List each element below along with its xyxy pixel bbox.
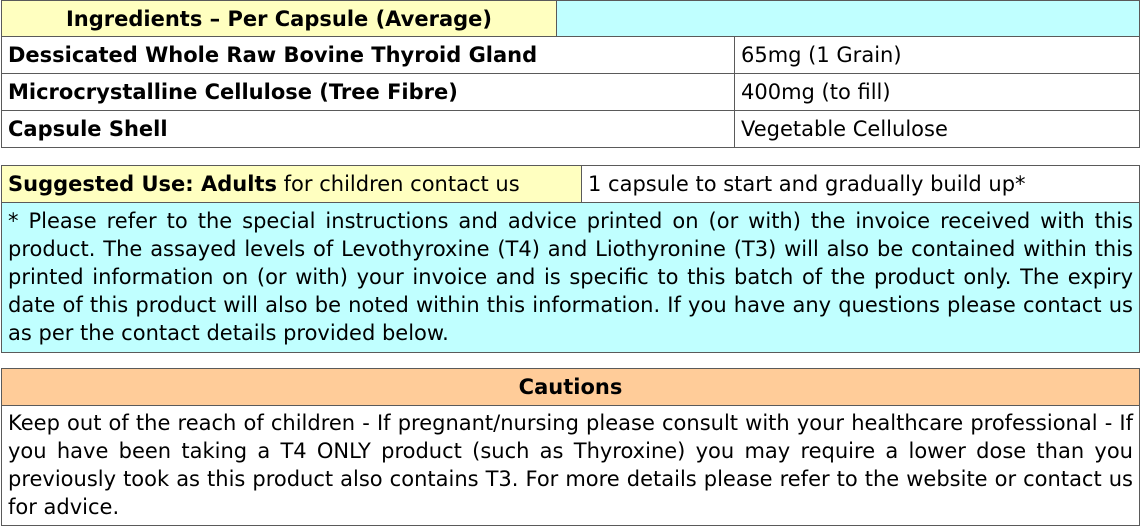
ingredient-amount: Vegetable Cellulose	[735, 111, 1140, 148]
ingredient-name: Capsule Shell	[2, 111, 735, 148]
ingredient-name: Microcrystalline Cellulose (Tree Fibre)	[2, 74, 735, 111]
cautions-body: Keep out of the reach of children - If pregnant/nursing please consult with your healthcare professional - If you have been taking a T4 ONLY product (such as Thyroxine) you may require a lower dose than you previously took as this product also contains T3. For more details please refer to the website or contact us for advice.	[2, 406, 1140, 526]
table-row	[2, 37, 1140, 74]
instructions-note: * Please refer to the special instructions and advice printed on (or with) the invoice received with this product. The assayed levels of Levothyroxine (T4) and Liothyronine (T3) will also be contained within this printed information on (or with) your invoice and is specific to this batch of the product only. The expiry date of this product will also be noted within this information. If you have any questions please contact us as per the contact details provided below.	[2, 203, 1140, 353]
cautions-table	[1, 368, 1140, 526]
table-row	[2, 111, 1140, 148]
ingredient-name: Dessicated Whole Raw Bovine Thyroid Gland	[2, 37, 735, 74]
ingredients-header: Ingredients – Per Capsule (Average)	[2, 1, 557, 37]
ingredient-amount: 400mg (to fill)	[735, 74, 1140, 111]
suggested-use-label-bold: Suggested Use: Adults	[8, 172, 277, 196]
suggested-use-label-rest: for children contact us	[276, 172, 520, 196]
suggested-use-value: 1 capsule to start and gradually build up*	[582, 166, 1140, 203]
suggested-use-table	[1, 165, 1140, 353]
ingredient-amount: 65mg (1 Grain)	[735, 37, 1140, 74]
table-row	[2, 74, 1140, 111]
suggested-use-label	[2, 166, 582, 203]
ingredients-header-fill	[557, 1, 1140, 37]
ingredients-table	[1, 0, 1140, 148]
cautions-header: Cautions	[2, 369, 1140, 406]
